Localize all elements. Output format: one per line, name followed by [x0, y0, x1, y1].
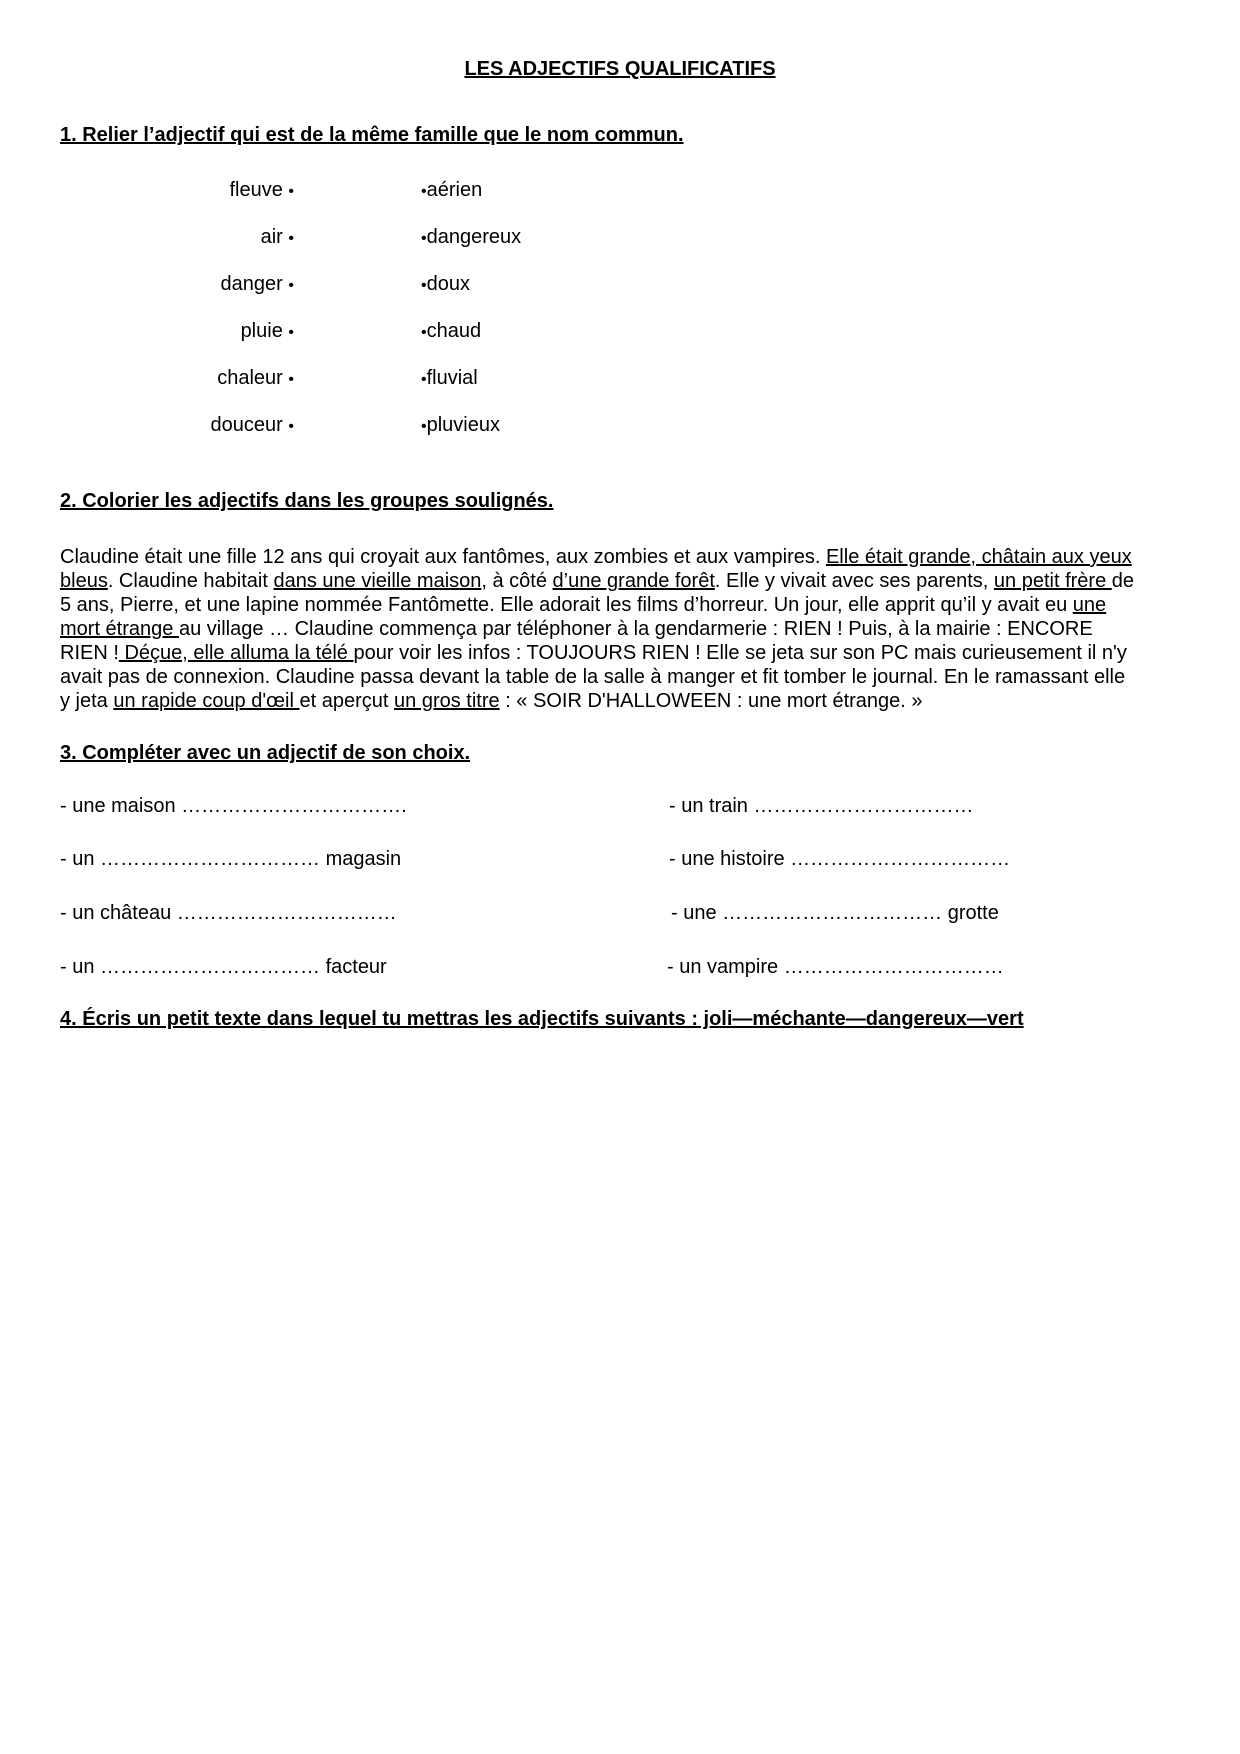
story-text: avait pas de connexion. Claudine passa devant la table de la salle à manger et fit tomber le journal. En le ramassant elle [60, 666, 1126, 688]
story-paragraph [60, 545, 1186, 713]
story-text: Claudine était une fille 12 ans qui croyait aux fantômes, aux zombies et aux vampires. [60, 546, 826, 568]
adjective-label: fluvial [426, 367, 478, 389]
adjective-item[interactable] [421, 320, 481, 343]
fill-in-item[interactable]: - un …………………………… facteur [60, 956, 387, 978]
adjective-item[interactable] [421, 367, 478, 390]
noun-item[interactable] [211, 414, 294, 437]
section-2-heading: 2. Colorier les adjectifs dans les groupes soulignés. [60, 490, 554, 512]
noun-item[interactable] [241, 320, 294, 343]
story-line [60, 593, 1186, 617]
noun-item[interactable] [229, 179, 294, 202]
adjective-label: pluvieux [426, 414, 500, 436]
bullet-icon[interactable]: • [288, 371, 294, 388]
story-text: de [1111, 570, 1134, 592]
section-4-heading: 4. Écris un petit texte dans lequel tu mettras les adjectifs suivants : joli—méchante—dangereux—vert [60, 1008, 1024, 1030]
section-3-heading: 3. Compléter avec un adjectif de son choix. [60, 742, 471, 764]
noun-item[interactable] [261, 226, 294, 249]
underlined-group[interactable]: un petit frère [993, 570, 1112, 592]
underlined-group[interactable]: un rapide coup d'œil [113, 690, 300, 712]
underlined-group[interactable]: mort étrange [60, 618, 179, 640]
story-text: : « SOIR D'HALLOWEEN : une mort étrange. » [499, 690, 923, 712]
story-line [60, 641, 1186, 665]
page-title: LES ADJECTIFS QUALIFICATIFS [464, 58, 776, 80]
fill-in-item[interactable]: - une maison ……………………………. [60, 795, 407, 817]
adjective-label: chaud [426, 320, 482, 342]
fill-in-item[interactable]: - une …………………………… grotte [671, 902, 999, 924]
noun-label: chaleur [217, 367, 283, 389]
underlined-group[interactable]: bleus [60, 570, 108, 592]
noun-label: air [260, 226, 283, 248]
underlined-group[interactable]: Déçue, elle alluma la télé [118, 642, 354, 664]
underlined-group[interactable]: d’une grande forêt [552, 570, 715, 592]
story-line [60, 545, 1186, 569]
bullet-icon[interactable]: • [288, 183, 294, 200]
writing-area[interactable] [60, 1050, 1186, 1690]
bullet-icon[interactable]: • [421, 183, 427, 200]
bullet-icon[interactable]: • [288, 230, 294, 247]
adjective-label: doux [426, 273, 470, 295]
noun-item[interactable] [217, 367, 294, 390]
bullet-icon[interactable]: • [421, 418, 427, 435]
adjective-label: dangereux [426, 226, 522, 248]
underlined-group[interactable]: Elle était grande, châtain aux yeux [825, 546, 1132, 568]
story-line [60, 689, 1186, 713]
noun-label: pluie [240, 320, 283, 342]
bullet-icon[interactable]: • [288, 324, 294, 341]
adjective-item[interactable] [421, 179, 482, 202]
section-1-heading: 1. Relier l’adjectif qui est de la même famille que le nom commun. [60, 124, 684, 146]
noun-label: danger [220, 273, 283, 295]
story-text: et aperçut [299, 690, 395, 712]
adjective-item[interactable] [421, 226, 521, 249]
story-text: , à côté [481, 570, 553, 592]
story-line [60, 617, 1186, 641]
story-line [60, 569, 1186, 593]
noun-item[interactable] [221, 273, 294, 296]
bullet-icon[interactable]: • [421, 277, 427, 294]
story-text: au village … Claudine commença par téléphoner à la gendarmerie : RIEN ! Puis, à la mairie : ENCORE [178, 618, 1093, 640]
adjective-label: aérien [426, 179, 483, 201]
fill-in-item[interactable]: - un train …………………………… [669, 795, 974, 817]
bullet-icon[interactable]: • [421, 371, 427, 388]
story-text: y jeta [60, 690, 114, 712]
bullet-icon[interactable]: • [288, 277, 294, 294]
underlined-group[interactable]: dans une vieille maison [273, 570, 482, 592]
story-text: . Elle y vivait avec ses parents, [714, 570, 994, 592]
adjective-item[interactable] [421, 414, 500, 437]
story-text: 5 ans, Pierre, et une lapine nommée Fantômette. Elle adorait les films d’horreur. Un jour, elle apprit qu’il y avait eu [60, 594, 1073, 616]
fill-in-item[interactable]: - une histoire …………………………… [669, 848, 1011, 870]
bullet-icon[interactable]: • [421, 324, 427, 341]
story-line [60, 665, 1186, 689]
bullet-icon[interactable]: • [288, 418, 294, 435]
adjective-item[interactable] [421, 273, 470, 296]
underlined-group[interactable]: un gros titre [394, 690, 500, 712]
fill-in-item[interactable]: - un …………………………… magasin [60, 848, 402, 870]
noun-label: fleuve [229, 179, 283, 201]
story-text: . Claudine habitait [107, 570, 274, 592]
bullet-icon[interactable]: • [421, 230, 427, 247]
fill-in-item[interactable]: - un vampire …………………………… [667, 956, 1004, 978]
story-text: pour voir les infos : TOUJOURS RIEN ! Elle se jeta sur son PC mais curieusement il n'y [353, 642, 1127, 664]
underlined-group[interactable]: une [1072, 594, 1107, 616]
noun-label: douceur [210, 414, 283, 436]
fill-in-item[interactable]: - un château …………………………… [60, 902, 397, 924]
story-text: RIEN ! [60, 642, 119, 664]
